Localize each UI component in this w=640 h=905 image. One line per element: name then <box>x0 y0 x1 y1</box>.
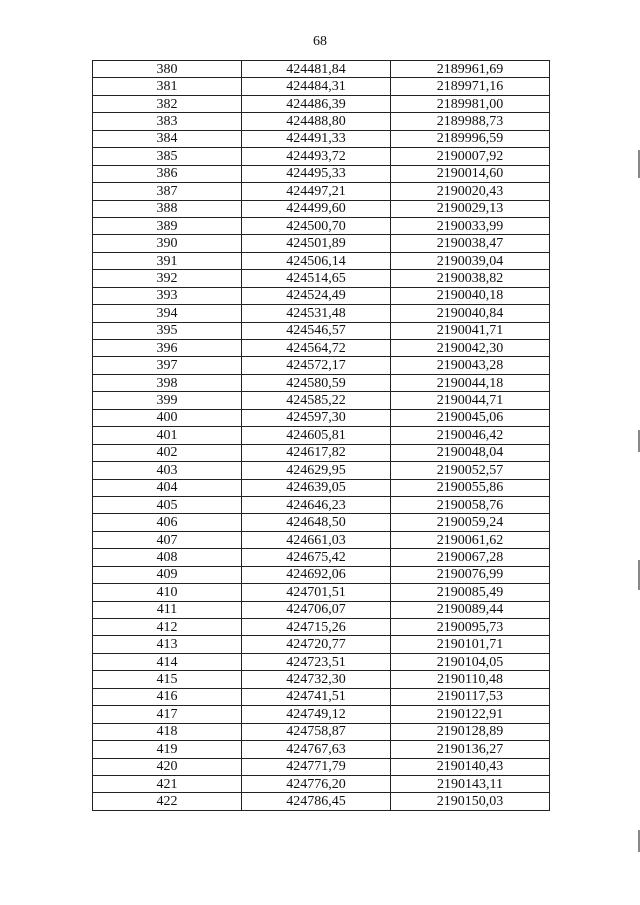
x-coordinate-cell: 424491,33 <box>242 130 391 147</box>
y-coordinate-cell: 2190007,92 <box>391 148 550 165</box>
coordinates-table <box>92 60 550 811</box>
point-number-cell: 412 <box>93 619 242 636</box>
y-coordinate-cell: 2190095,73 <box>391 619 550 636</box>
table-row <box>93 78 550 95</box>
x-coordinate-cell: 424675,42 <box>242 549 391 566</box>
y-coordinate-cell: 2190044,18 <box>391 374 550 391</box>
x-coordinate-cell: 424723,51 <box>242 653 391 670</box>
table-row <box>93 619 550 636</box>
point-number-cell: 409 <box>93 566 242 583</box>
x-coordinate-cell: 424605,81 <box>242 427 391 444</box>
x-coordinate-cell: 424692,06 <box>242 566 391 583</box>
point-number-cell: 394 <box>93 305 242 322</box>
table-row <box>93 671 550 688</box>
x-coordinate-cell: 424646,23 <box>242 496 391 513</box>
table-row <box>93 793 550 810</box>
y-coordinate-cell: 2190014,60 <box>391 165 550 182</box>
x-coordinate-cell: 424514,65 <box>242 270 391 287</box>
point-number-cell: 395 <box>93 322 242 339</box>
x-coordinate-cell: 424706,07 <box>242 601 391 618</box>
point-number-cell: 419 <box>93 741 242 758</box>
y-coordinate-cell: 2190061,62 <box>391 531 550 548</box>
point-number-cell: 387 <box>93 183 242 200</box>
table-row <box>93 270 550 287</box>
x-coordinate-cell: 424639,05 <box>242 479 391 496</box>
table-row <box>93 584 550 601</box>
point-number-cell: 383 <box>93 113 242 130</box>
x-coordinate-cell: 424493,72 <box>242 148 391 165</box>
table-row <box>93 566 550 583</box>
y-coordinate-cell: 2190052,57 <box>391 462 550 479</box>
y-coordinate-cell: 2190043,28 <box>391 357 550 374</box>
table-row <box>93 95 550 112</box>
y-coordinate-cell: 2190048,04 <box>391 444 550 461</box>
x-coordinate-cell: 424572,17 <box>242 357 391 374</box>
x-coordinate-cell: 424585,22 <box>242 392 391 409</box>
point-number-cell: 402 <box>93 444 242 461</box>
y-coordinate-cell: 2190059,24 <box>391 514 550 531</box>
table-row <box>93 741 550 758</box>
table-row <box>93 392 550 409</box>
x-coordinate-cell: 424776,20 <box>242 775 391 792</box>
y-coordinate-cell: 2190045,06 <box>391 409 550 426</box>
table-row <box>93 305 550 322</box>
x-coordinate-cell: 424501,89 <box>242 235 391 252</box>
y-coordinate-cell: 2190067,28 <box>391 549 550 566</box>
point-number-cell: 418 <box>93 723 242 740</box>
table-row <box>93 200 550 217</box>
y-coordinate-cell: 2190143,11 <box>391 775 550 792</box>
point-number-cell: 422 <box>93 793 242 810</box>
point-number-cell: 404 <box>93 479 242 496</box>
x-coordinate-cell: 424488,80 <box>242 113 391 130</box>
point-number-cell: 406 <box>93 514 242 531</box>
point-number-cell: 410 <box>93 584 242 601</box>
point-number-cell: 407 <box>93 531 242 548</box>
table-row <box>93 688 550 705</box>
point-number-cell: 401 <box>93 427 242 444</box>
y-coordinate-cell: 2190029,13 <box>391 200 550 217</box>
y-coordinate-cell: 2190038,82 <box>391 270 550 287</box>
point-number-cell: 398 <box>93 374 242 391</box>
table-row <box>93 322 550 339</box>
table-row <box>93 165 550 182</box>
x-coordinate-cell: 424497,21 <box>242 183 391 200</box>
x-coordinate-cell: 424531,48 <box>242 305 391 322</box>
table-row <box>93 706 550 723</box>
y-coordinate-cell: 2190055,86 <box>391 479 550 496</box>
x-coordinate-cell: 424546,57 <box>242 322 391 339</box>
y-coordinate-cell: 2190104,05 <box>391 653 550 670</box>
point-number-cell: 421 <box>93 775 242 792</box>
x-coordinate-cell: 424786,45 <box>242 793 391 810</box>
point-number-cell: 386 <box>93 165 242 182</box>
point-number-cell: 417 <box>93 706 242 723</box>
x-coordinate-cell: 424715,26 <box>242 619 391 636</box>
y-coordinate-cell: 2190042,30 <box>391 340 550 357</box>
y-coordinate-cell: 2190110,48 <box>391 671 550 688</box>
y-coordinate-cell: 2190122,91 <box>391 706 550 723</box>
table-row <box>93 444 550 461</box>
table-row <box>93 130 550 147</box>
x-coordinate-cell: 424597,30 <box>242 409 391 426</box>
y-coordinate-cell: 2190136,27 <box>391 741 550 758</box>
x-coordinate-cell: 424495,33 <box>242 165 391 182</box>
table-row <box>93 514 550 531</box>
y-coordinate-cell: 2190040,84 <box>391 305 550 322</box>
x-coordinate-cell: 424701,51 <box>242 584 391 601</box>
point-number-cell: 415 <box>93 671 242 688</box>
x-coordinate-cell: 424564,72 <box>242 340 391 357</box>
y-coordinate-cell: 2189996,59 <box>391 130 550 147</box>
y-coordinate-cell: 2190150,03 <box>391 793 550 810</box>
x-coordinate-cell: 424629,95 <box>242 462 391 479</box>
y-coordinate-cell: 2189981,00 <box>391 95 550 112</box>
table-row <box>93 479 550 496</box>
y-coordinate-cell: 2190089,44 <box>391 601 550 618</box>
table-row <box>93 496 550 513</box>
x-coordinate-cell: 424481,84 <box>242 61 391 78</box>
point-number-cell: 391 <box>93 252 242 269</box>
y-coordinate-cell: 2190039,04 <box>391 252 550 269</box>
point-number-cell: 384 <box>93 130 242 147</box>
y-coordinate-cell: 2190101,71 <box>391 636 550 653</box>
point-number-cell: 414 <box>93 653 242 670</box>
x-coordinate-cell: 424767,63 <box>242 741 391 758</box>
table-row <box>93 357 550 374</box>
x-coordinate-cell: 424732,30 <box>242 671 391 688</box>
y-coordinate-cell: 2190046,42 <box>391 427 550 444</box>
y-coordinate-cell: 2190085,49 <box>391 584 550 601</box>
point-number-cell: 392 <box>93 270 242 287</box>
x-coordinate-cell: 424720,77 <box>242 636 391 653</box>
table-row <box>93 235 550 252</box>
y-coordinate-cell: 2190041,71 <box>391 322 550 339</box>
point-number-cell: 420 <box>93 758 242 775</box>
y-coordinate-cell: 2190140,43 <box>391 758 550 775</box>
x-coordinate-cell: 424617,82 <box>242 444 391 461</box>
table-row <box>93 183 550 200</box>
y-coordinate-cell: 2189988,73 <box>391 113 550 130</box>
point-number-cell: 413 <box>93 636 242 653</box>
table-row <box>93 61 550 78</box>
table-row <box>93 601 550 618</box>
x-coordinate-cell: 424661,03 <box>242 531 391 548</box>
x-coordinate-cell: 424648,50 <box>242 514 391 531</box>
point-number-cell: 390 <box>93 235 242 252</box>
y-coordinate-cell: 2190020,43 <box>391 183 550 200</box>
x-coordinate-cell: 424486,39 <box>242 95 391 112</box>
table-row <box>93 148 550 165</box>
table-row <box>93 340 550 357</box>
x-coordinate-cell: 424758,87 <box>242 723 391 740</box>
y-coordinate-cell: 2190040,18 <box>391 287 550 304</box>
table-row <box>93 775 550 792</box>
x-coordinate-cell: 424499,60 <box>242 200 391 217</box>
point-number-cell: 397 <box>93 357 242 374</box>
y-coordinate-cell: 2190076,99 <box>391 566 550 583</box>
point-number-cell: 382 <box>93 95 242 112</box>
point-number-cell: 389 <box>93 217 242 234</box>
table-row <box>93 549 550 566</box>
y-coordinate-cell: 2190128,89 <box>391 723 550 740</box>
table-row <box>93 653 550 670</box>
table-row <box>93 427 550 444</box>
point-number-cell: 381 <box>93 78 242 95</box>
x-coordinate-cell: 424484,31 <box>242 78 391 95</box>
y-coordinate-cell: 2190044,71 <box>391 392 550 409</box>
y-coordinate-cell: 2190033,99 <box>391 217 550 234</box>
y-coordinate-cell: 2190058,76 <box>391 496 550 513</box>
table-row <box>93 758 550 775</box>
table-row <box>93 217 550 234</box>
x-coordinate-cell: 424524,49 <box>242 287 391 304</box>
table-row <box>93 462 550 479</box>
point-number-cell: 403 <box>93 462 242 479</box>
x-coordinate-cell: 424580,59 <box>242 374 391 391</box>
point-number-cell: 400 <box>93 409 242 426</box>
point-number-cell: 385 <box>93 148 242 165</box>
point-number-cell: 408 <box>93 549 242 566</box>
page-number: 68 <box>313 34 327 49</box>
point-number-cell: 405 <box>93 496 242 513</box>
point-number-cell: 388 <box>93 200 242 217</box>
y-coordinate-cell: 2190117,53 <box>391 688 550 705</box>
x-coordinate-cell: 424771,79 <box>242 758 391 775</box>
table-row <box>93 636 550 653</box>
point-number-cell: 393 <box>93 287 242 304</box>
table-row <box>93 723 550 740</box>
coordinates-table-body <box>93 61 550 811</box>
y-coordinate-cell: 2189971,16 <box>391 78 550 95</box>
point-number-cell: 416 <box>93 688 242 705</box>
table-row <box>93 287 550 304</box>
point-number-cell: 396 <box>93 340 242 357</box>
table-row <box>93 113 550 130</box>
point-number-cell: 399 <box>93 392 242 409</box>
x-coordinate-cell: 424749,12 <box>242 706 391 723</box>
x-coordinate-cell: 424741,51 <box>242 688 391 705</box>
table-row <box>93 409 550 426</box>
point-number-cell: 380 <box>93 61 242 78</box>
x-coordinate-cell: 424500,70 <box>242 217 391 234</box>
point-number-cell: 411 <box>93 601 242 618</box>
table-row <box>93 252 550 269</box>
x-coordinate-cell: 424506,14 <box>242 252 391 269</box>
y-coordinate-cell: 2190038,47 <box>391 235 550 252</box>
table-row <box>93 374 550 391</box>
y-coordinate-cell: 2189961,69 <box>391 61 550 78</box>
table-row <box>93 531 550 548</box>
